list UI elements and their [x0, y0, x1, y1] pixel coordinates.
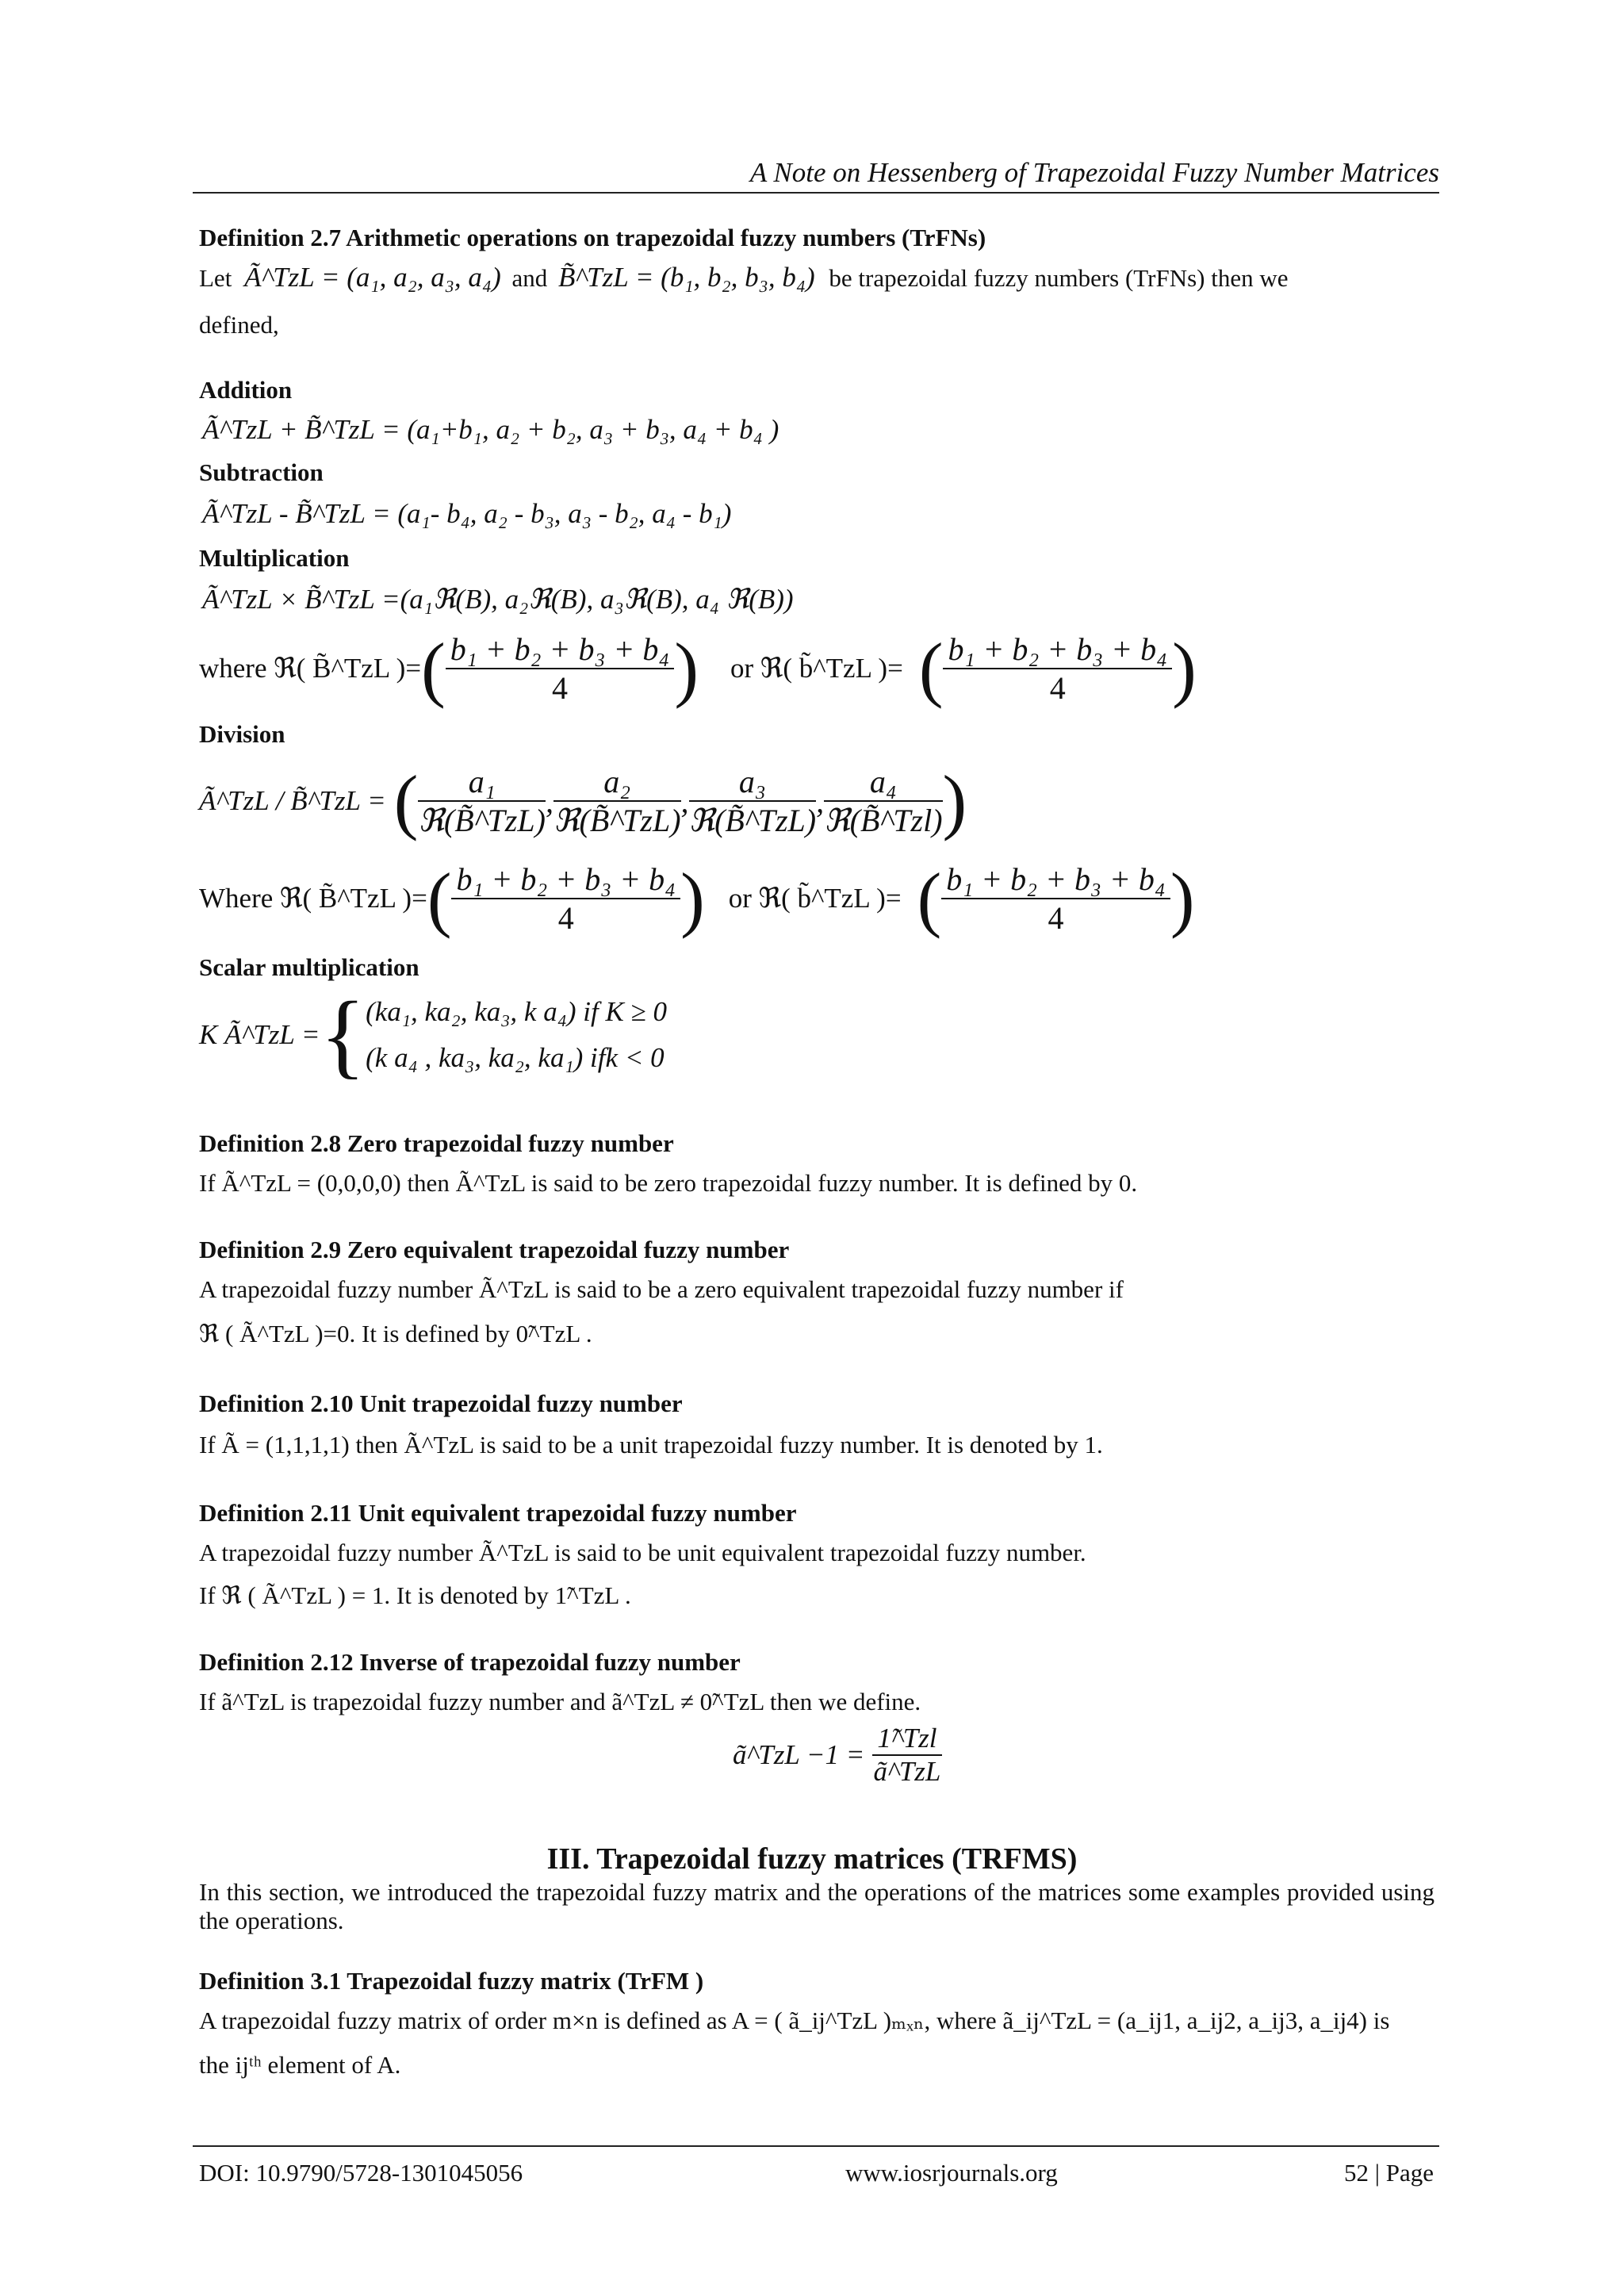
fraction-numerator: a₁	[468, 764, 496, 799]
def211-line1: A trapezoidal fuzzy number Ã^TzL is said to be unit equivalent trapezoidal fuzzy number.	[199, 1539, 1086, 1566]
fraction-numerator: b₁ + b₂ + b₃ + b₄	[948, 631, 1168, 667]
def27-title: Definition 2.7 Arithmetic operations on trapezoidal fuzzy numbers (TrFNs)	[199, 224, 986, 251]
scalar-formula	[199, 983, 667, 1087]
def31-title: Definition 3.1 Trapezoidal fuzzy matrix (TrFM )	[199, 1967, 704, 1995]
left-paren: (	[427, 858, 452, 939]
division-where	[199, 855, 1194, 942]
fraction-denominator: ã^TzL	[873, 1756, 941, 1787]
def210-title: Definition 2.10 Unit trapezoidal fuzzy number	[199, 1389, 683, 1417]
B-definition: B̃^TzL = (b₁, b₂, b₃, b₄)	[558, 262, 815, 293]
section-heading: III. Trapezoidal fuzzy matrices (TRFMS)	[546, 1842, 1078, 1876]
fraction	[446, 631, 675, 707]
def29-title: Definition 2.9 Zero equivalent trapezoidal fuzzy number	[199, 1236, 790, 1263]
fraction	[689, 763, 817, 839]
def211-line2: If ℜ ( Ã^TzL ) = 1. It is denoted by 1̃^TzL .	[199, 1581, 631, 1609]
left-paren: (	[917, 858, 942, 939]
right-paren: )	[1170, 858, 1195, 939]
footer-site: www.iosrjournals.org	[845, 2159, 1058, 2187]
fraction-numerator: b₁ + b₂ + b₃ + b₄	[450, 631, 670, 667]
fraction-numerator: b₁ + b₂ + b₃ + b₄	[946, 861, 1166, 897]
fraction-numerator: a₄	[869, 764, 897, 799]
footer-doi: DOI: 10.9790/5728-1301045056	[199, 2159, 523, 2187]
def29-line1: A trapezoidal fuzzy number Ã^TzL is said to be a zero equivalent trapezoidal fuzzy number if	[199, 1275, 1124, 1303]
scalar-title: Scalar multiplication	[199, 953, 419, 981]
multiplication-formula: Ã^TzL × B̃^TzL =(a₁ℜ(B), a₂ℜ(B), a₃ℜ(B), a₄ ℜ(B))	[202, 584, 794, 615]
right-paren: )	[680, 858, 705, 939]
def27-tail: be trapezoidal fuzzy numbers (TrFNs) then we	[829, 264, 1289, 292]
footer-page: 52 | Page	[1344, 2159, 1434, 2187]
fraction	[941, 861, 1170, 937]
A-definition: Ã^TzL = (a₁, a₂, a₃, a₄)	[244, 262, 501, 293]
and-label: and	[511, 264, 548, 292]
division-title: Division	[199, 720, 285, 748]
fraction-denominator: 4	[552, 670, 568, 706]
fraction-denominator: ℜ(B̃^TzL)	[418, 803, 546, 838]
multiplication-where	[199, 625, 1197, 712]
def31-line2: the ijᵗʰ element of A.	[199, 2051, 401, 2079]
division-lhs: Ã^TzL / B̃^TzL =	[199, 785, 386, 816]
def31-line1: A trapezoidal fuzzy matrix of order m×n is defined as A = ( ã_ij^TzL )ₘₓₙ, where ã_ij^TzL = (a_ij1, a_ij2, a_ij3, a_ij4) is	[199, 2007, 1390, 2034]
subtraction-title: Subtraction	[199, 458, 324, 486]
comma: ,	[545, 783, 553, 819]
fraction-denominator: 4	[1048, 900, 1064, 936]
case-negative: (k a₄ , ka₃, ka₂, ka₁) ifk < 0	[366, 1042, 665, 1073]
left-paren: (	[421, 628, 446, 709]
scalar-lhs: K Ã^TzL =	[199, 1019, 320, 1050]
fraction	[451, 861, 680, 937]
cases	[366, 996, 667, 1074]
running-header: A Note on Hessenberg of Trapezoidal Fuzzy Number Matrices	[749, 157, 1439, 188]
subtraction-formula: Ã^TzL - B̃^TzL = (a₁- b₄, a₂ - b₃, a₃ - b₂, a₄ - b₁)	[202, 498, 732, 529]
left-brace: {	[320, 982, 366, 1087]
fraction	[943, 631, 1172, 707]
right-paren: )	[1172, 628, 1197, 709]
let-label: Let	[199, 264, 232, 292]
division-formula	[199, 753, 967, 849]
fraction-denominator: ℜ(B̃^TzL)	[688, 803, 817, 838]
fraction	[824, 763, 942, 839]
fraction-denominator: 4	[1049, 670, 1066, 706]
comma: ,	[680, 783, 689, 819]
def28-text: If Ã^TzL = (0,0,0,0) then Ã^TzL is said to be zero trapezoidal fuzzy number. It is defined by 0.	[199, 1169, 1138, 1197]
right-paren: )	[674, 628, 699, 709]
multiplication-title: Multiplication	[199, 544, 350, 572]
fraction-denominator: ℜ(B̃^Tzl)	[824, 803, 943, 838]
addition-title: Addition	[199, 376, 293, 404]
def27-line1	[199, 262, 1289, 293]
inverse-lhs: ã^TzL −1 =	[733, 1739, 865, 1770]
or-label: or ℜ( b̃^TzL )=	[730, 653, 903, 684]
where-label: where ℜ( B̃^TzL )=	[199, 653, 422, 684]
def210-text: If Ã = (1,1,1,1) then Ã^TzL is said to be a unit trapezoidal fuzzy number. It is denoted by 1.	[199, 1431, 1103, 1458]
fraction-denominator: ℜ(B̃^TzL)	[553, 803, 681, 838]
def211-title: Definition 2.11 Unit equivalent trapezoidal fuzzy number	[199, 1499, 797, 1527]
footer-rule	[193, 2145, 1439, 2147]
addition-formula: Ã^TzL + B̃^TzL = (a₁+b₁, a₂ + b₂, a₃ + b₃, a₄ + b₄ )	[202, 414, 779, 445]
where-label: Where ℜ( B̃^TzL )=	[199, 883, 427, 914]
left-paren: (	[393, 761, 419, 841]
left-paren: (	[918, 628, 944, 709]
fraction-denominator: 4	[557, 900, 574, 936]
header-rule	[193, 192, 1439, 194]
def212-line1: If ã^TzL is trapezoidal fuzzy number and ã^TzL ≠ 0̃^TzL then we define.	[199, 1688, 921, 1715]
fraction-numerator: 1̃^Tzl	[877, 1723, 937, 1754]
case-nonnegative: (ka₁, ka₂, ka₃, k a₄) if K ≥ 0	[366, 996, 668, 1027]
right-paren: )	[942, 761, 967, 841]
section-intro: In this section, we introduced the trapezoidal fuzzy matrix and the operations of the matrices some examples provided using the operations.	[199, 1878, 1434, 1934]
or-label: or ℜ( b̃^TzL )=	[728, 883, 902, 914]
inverse-formula	[733, 1723, 942, 1788]
def27-line2: defined,	[199, 311, 279, 339]
fraction-numerator: a₂	[603, 764, 631, 799]
def28-title: Definition 2.8 Zero trapezoidal fuzzy number	[199, 1129, 674, 1157]
fraction	[872, 1723, 941, 1788]
fraction-numerator: a₃	[738, 764, 766, 799]
def29-line2: ℜ ( Ã^TzL )=0. It is defined by 0̃^TzL .	[199, 1320, 592, 1347]
comma: ,	[816, 783, 825, 819]
fraction	[553, 763, 681, 839]
def212-title: Definition 2.12 Inverse of trapezoidal fuzzy number	[199, 1648, 741, 1676]
fraction	[418, 763, 546, 839]
fraction-numerator: b₁ + b₂ + b₃ + b₄	[456, 861, 676, 897]
